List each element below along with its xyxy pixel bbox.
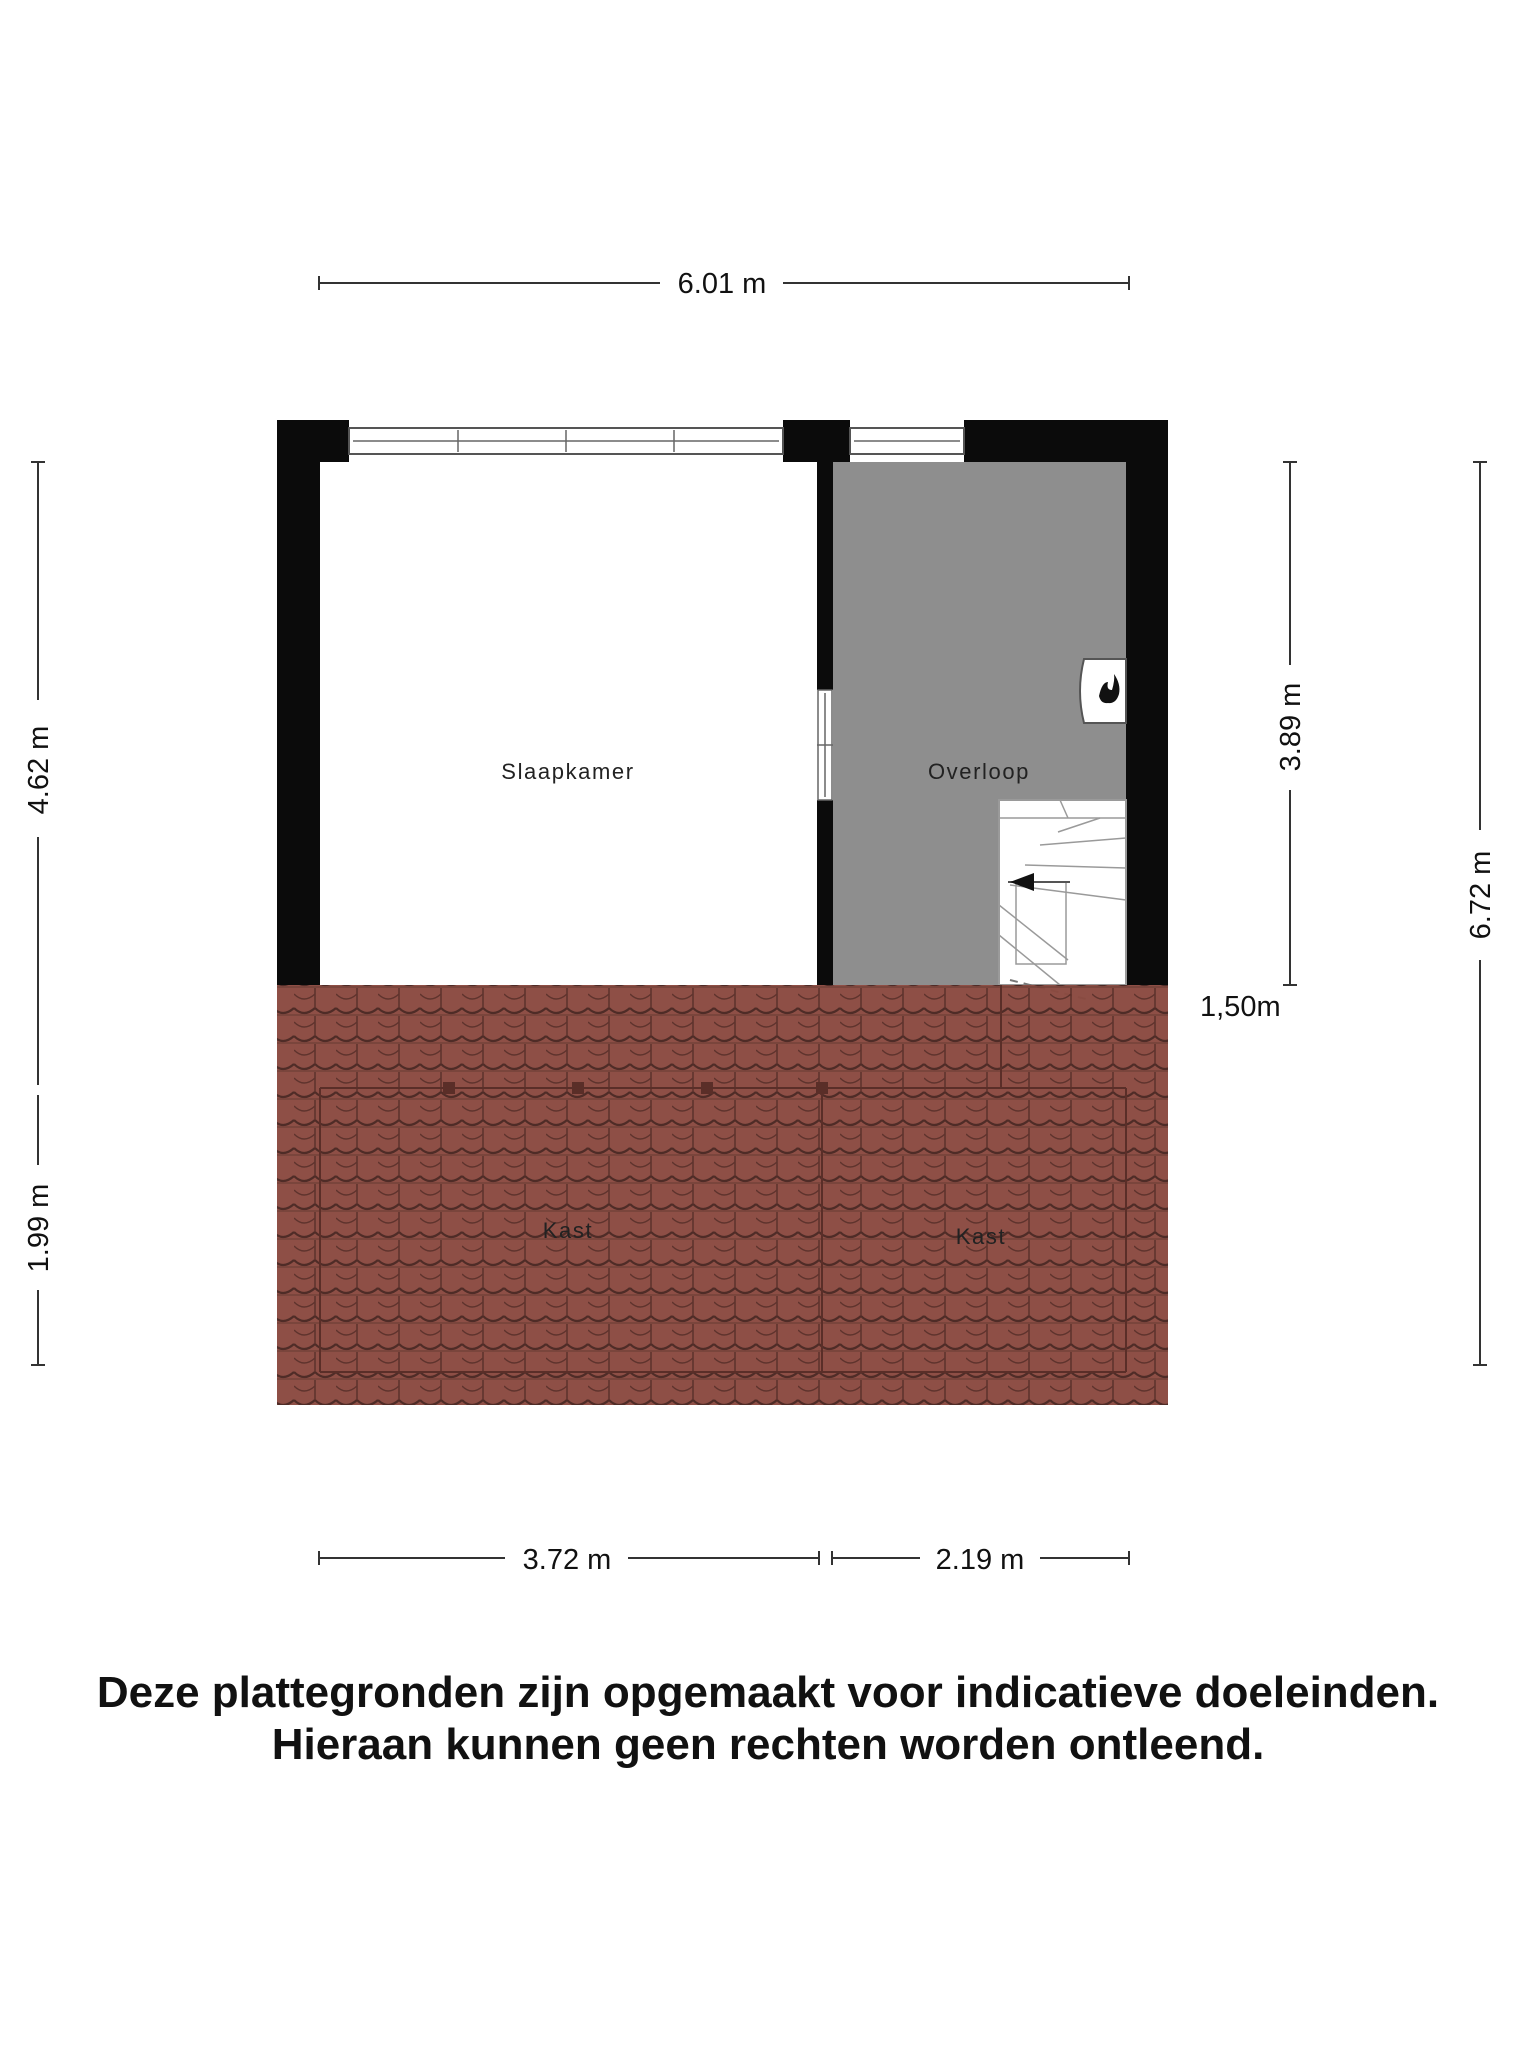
disclaimer-line-1: Deze plattegronden zijn opgemaakt voor indicatieve doeleinden. xyxy=(96,1668,1440,1717)
dimension-bottom-right-label: 2.19 m xyxy=(935,1544,1025,1576)
dimension-right-outer xyxy=(1465,462,1497,1365)
disclaimer-line-2: Hieraan kunnen geen rechten worden ontleend. xyxy=(271,1720,1265,1769)
dimension-top xyxy=(319,268,1129,300)
dimension-left-upper xyxy=(23,462,55,1085)
room-label-landing: Overloop xyxy=(927,759,1031,784)
dimension-left-lower xyxy=(23,1095,55,1365)
dimension-bottom-left-label: 3.72 m xyxy=(522,1544,612,1576)
room-label-closet-right: Kast xyxy=(955,1224,1007,1249)
dimension-left-lower-label: 1.99 m xyxy=(23,1183,55,1273)
dimension-right-outer-label: 6.72 m xyxy=(1465,850,1497,940)
room-label-bedroom: Slaapkamer xyxy=(501,759,635,784)
room-label-closet-left: Kast xyxy=(542,1218,594,1243)
window-landing xyxy=(850,428,964,454)
dimension-top-label: 6.01 m xyxy=(677,268,767,300)
dimension-right-inner-label: 3.89 m xyxy=(1275,682,1307,772)
roof-tiles xyxy=(277,985,1168,1405)
dimension-left-upper-label: 4.62 m xyxy=(23,725,55,815)
dimension-right-inner xyxy=(1275,462,1307,985)
window-bedroom xyxy=(349,428,783,454)
stair-height-note: 1,50m xyxy=(1200,991,1281,1023)
dimension-bottom-right xyxy=(832,1544,1129,1576)
dimension-bottom-left xyxy=(319,1544,819,1576)
staircase xyxy=(999,800,1126,1000)
bedroom-floor xyxy=(320,462,817,985)
boiler-flame-icon xyxy=(1080,659,1126,723)
